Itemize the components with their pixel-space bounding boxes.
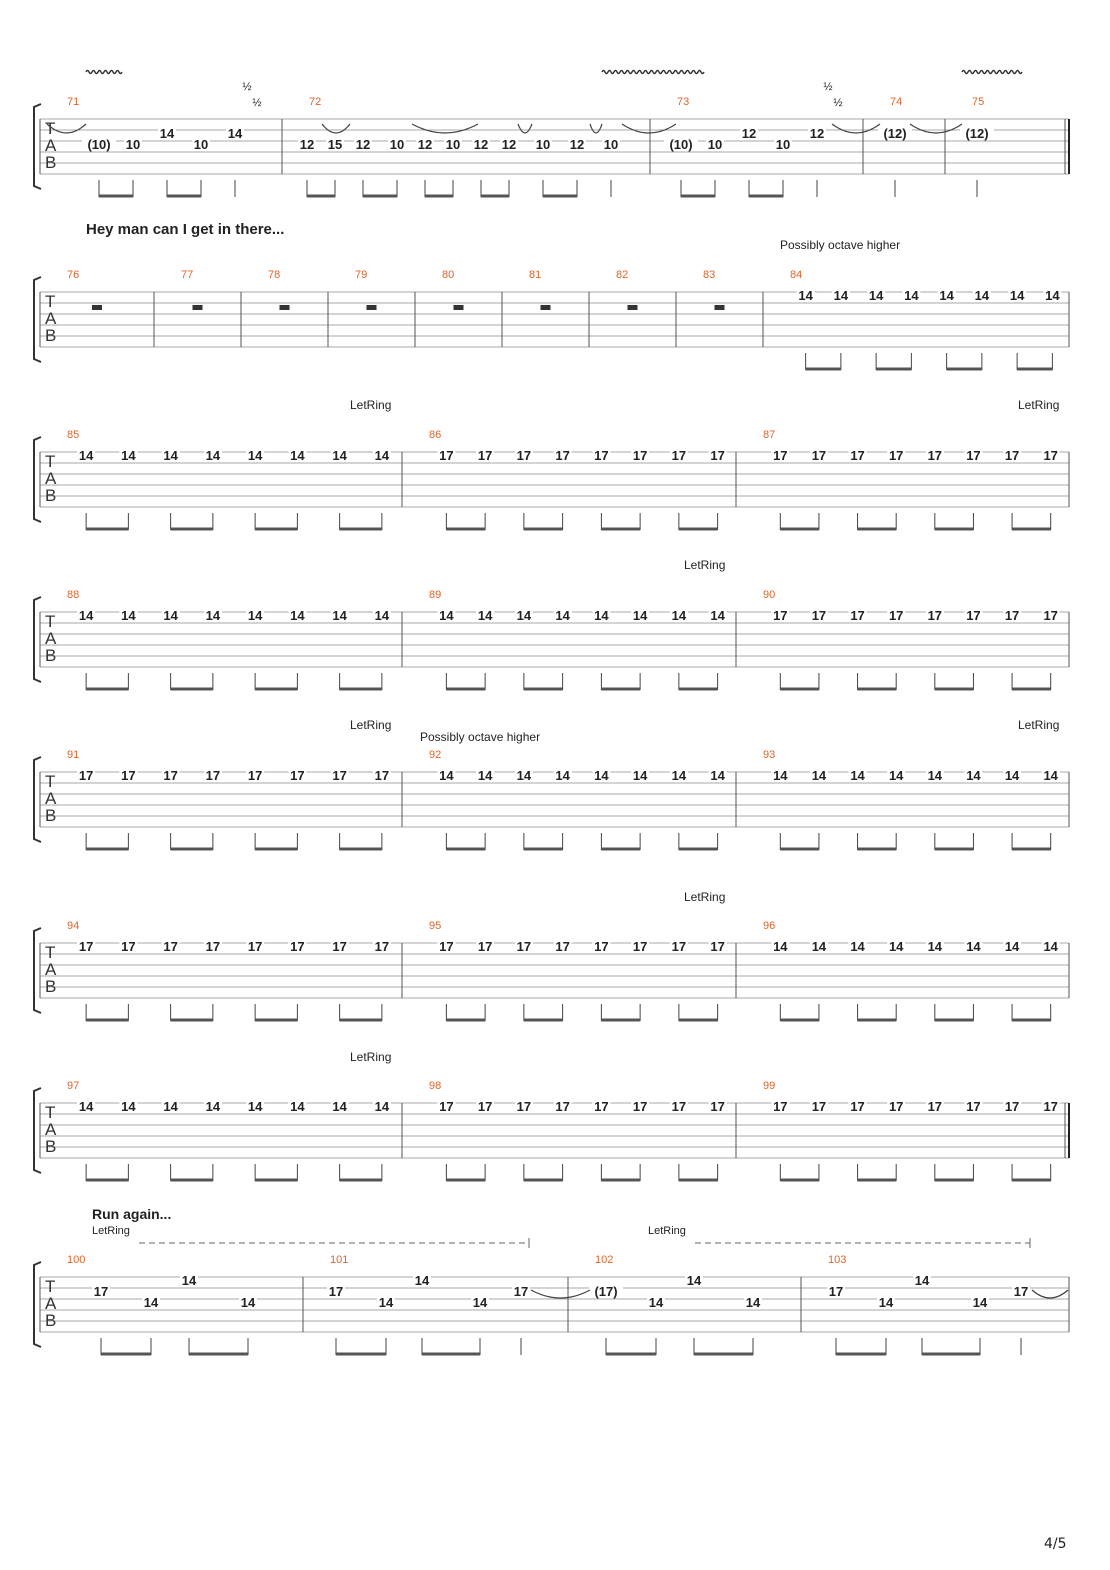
- fret-number: 17: [710, 1099, 725, 1114]
- fret-number: 14: [710, 608, 725, 623]
- bend-label: ½: [252, 97, 262, 109]
- fret-number: 17: [1004, 1099, 1020, 1114]
- fret-number: 14: [205, 1099, 221, 1114]
- fret-number: 14: [439, 608, 454, 623]
- fret-number: 17: [1043, 608, 1058, 623]
- measure-number: 86: [429, 429, 442, 441]
- fret-number: 14: [671, 608, 687, 623]
- measure-number: 99: [763, 1080, 776, 1092]
- tab-clef-letter: B: [45, 977, 57, 996]
- measure-number: 92: [429, 749, 442, 761]
- rest: [367, 305, 377, 310]
- fret-number: 17: [773, 448, 788, 463]
- fret-number: 17: [927, 1099, 943, 1114]
- fret-number: 14: [888, 939, 904, 954]
- vibrato-mark: [962, 71, 1022, 74]
- fret-number: 14: [811, 939, 827, 954]
- let-ring-label: LetRing: [350, 398, 392, 412]
- fret-number: (17): [594, 1284, 618, 1299]
- fret-number: 14: [240, 1295, 256, 1310]
- fret-number: 12: [355, 137, 371, 152]
- fret-number: 14: [159, 126, 175, 141]
- fret-number: 14: [927, 768, 943, 783]
- fret-number: 14: [78, 1099, 94, 1114]
- measure-number: 90: [763, 589, 776, 601]
- page-number: 4/5: [1044, 1536, 1067, 1552]
- fret-number: 14: [378, 1295, 394, 1310]
- fret-number: 14: [927, 939, 943, 954]
- fret-number: 14: [878, 1295, 894, 1310]
- fret-number: 17: [927, 448, 943, 463]
- tab-clef-letter: T: [45, 1103, 56, 1122]
- fret-number: 17: [710, 448, 725, 463]
- measure-number: 93: [763, 749, 776, 761]
- let-ring-label: LetRing: [1018, 398, 1060, 412]
- tab-clef-letter: A: [45, 1294, 57, 1313]
- fret-number: 17: [555, 939, 570, 954]
- fret-number: 17: [850, 448, 865, 463]
- measure-number: 80: [442, 269, 455, 281]
- slur: [832, 124, 880, 133]
- rest: [715, 305, 725, 310]
- fret-number: 17: [927, 608, 943, 623]
- bend-label: ½: [242, 81, 252, 93]
- fret-number: 14: [773, 768, 788, 783]
- fret-number: 12: [501, 137, 517, 152]
- fret-number: 14: [974, 288, 990, 303]
- measure-number: 74: [890, 96, 903, 108]
- fret-number: 17: [966, 448, 981, 463]
- tab-clef-letter: A: [45, 1120, 57, 1139]
- measure-number: 82: [616, 269, 629, 281]
- fret-number: 12: [741, 126, 757, 141]
- fret-number: 17: [773, 1099, 788, 1114]
- annotation-text: Run again...: [92, 1206, 172, 1222]
- fret-number: 10: [535, 137, 551, 152]
- measure-number: 73: [677, 96, 690, 108]
- fret-number: 17: [1013, 1284, 1029, 1299]
- measure-number: 79: [355, 269, 368, 281]
- fret-number: 17: [671, 939, 687, 954]
- fret-number: 14: [332, 608, 347, 623]
- fret-number: 17: [332, 768, 347, 783]
- rest: [92, 305, 102, 310]
- measure-number: 100: [67, 1254, 86, 1266]
- fret-number: 14: [939, 288, 954, 303]
- fret-number: 15: [327, 137, 343, 152]
- fret-number: 14: [555, 768, 570, 783]
- fret-number: 14: [798, 288, 813, 303]
- fret-number: 14: [290, 608, 305, 623]
- fret-number: 17: [93, 1284, 109, 1299]
- measure-number: 94: [67, 920, 80, 932]
- fret-number: 17: [290, 768, 305, 783]
- fret-number: 17: [811, 448, 827, 463]
- tab-clef-letter: T: [45, 452, 56, 471]
- tab-clef-letter: A: [45, 789, 57, 808]
- fret-number: 17: [888, 1099, 904, 1114]
- fret-number: 14: [121, 448, 136, 463]
- tab-system: [34, 1050, 1069, 1181]
- fret-number: 14: [477, 608, 493, 623]
- fret-number: 17: [516, 939, 532, 954]
- let-ring-label: LetRing: [1018, 718, 1060, 732]
- fret-number: 17: [710, 939, 725, 954]
- fret-number: 14: [1004, 768, 1020, 783]
- fret-number: 14: [1004, 939, 1020, 954]
- fret-number: 14: [374, 448, 390, 463]
- fret-number: 17: [516, 1099, 532, 1114]
- fret-number: 14: [1045, 288, 1060, 303]
- fret-number: 14: [671, 768, 687, 783]
- bend-label: ½: [833, 97, 843, 109]
- vibrato-mark: [86, 71, 122, 74]
- fret-number: 17: [555, 448, 570, 463]
- fret-number: 17: [513, 1284, 529, 1299]
- fret-number: 17: [78, 939, 94, 954]
- fret-number: 17: [439, 939, 454, 954]
- fret-number: 17: [632, 448, 648, 463]
- fret-number: 17: [374, 768, 390, 783]
- let-ring-label: LetRing: [684, 890, 726, 904]
- fret-number: 17: [1043, 448, 1058, 463]
- annotation-text: Hey man can I get in there...: [86, 221, 285, 238]
- measure-number: 89: [429, 589, 442, 601]
- measure-number: 75: [972, 96, 985, 108]
- fret-number: 17: [811, 608, 827, 623]
- tab-clef-letter: B: [45, 646, 57, 665]
- tab-clef-letter: A: [45, 629, 57, 648]
- fret-number: 14: [78, 448, 94, 463]
- fret-number: 14: [121, 1099, 136, 1114]
- fret-number: 14: [745, 1295, 761, 1310]
- measure-number: 98: [429, 1080, 442, 1092]
- measure-number: 83: [703, 269, 716, 281]
- fret-number: 14: [332, 448, 347, 463]
- rest: [193, 305, 203, 310]
- fret-number: 14: [972, 1295, 988, 1310]
- fret-number: (10): [87, 137, 111, 152]
- fret-number: 17: [290, 939, 305, 954]
- fret-number: 14: [247, 1099, 263, 1114]
- fret-number: (10): [669, 137, 693, 152]
- fret-number: 17: [555, 1099, 570, 1114]
- fret-number: 14: [1043, 939, 1058, 954]
- tie: [1032, 1290, 1068, 1298]
- fret-number: 17: [888, 608, 904, 623]
- tab-clef-letter: B: [45, 806, 57, 825]
- fret-number: 14: [850, 768, 865, 783]
- fret-number: 17: [477, 448, 493, 463]
- tab-system: [34, 890, 1069, 1021]
- fret-number: 17: [1004, 608, 1020, 623]
- tab-system: [34, 398, 1069, 530]
- fret-number: 14: [227, 126, 243, 141]
- measure-number: 71: [67, 96, 80, 108]
- measure-number: 72: [309, 96, 322, 108]
- fret-number: 17: [850, 608, 865, 623]
- measure-number: 85: [67, 429, 80, 441]
- fret-number: 14: [904, 288, 919, 303]
- fret-number: 17: [328, 1284, 344, 1299]
- fret-number: 10: [775, 137, 791, 152]
- tab-clef-letter: B: [45, 1311, 57, 1330]
- vibrato-mark: [602, 71, 704, 74]
- fret-number: 17: [632, 939, 648, 954]
- fret-number: 14: [78, 608, 94, 623]
- fret-number: 14: [966, 768, 981, 783]
- fret-number: 14: [332, 1099, 347, 1114]
- tab-clef-letter: T: [45, 119, 56, 138]
- fret-number: 17: [477, 939, 493, 954]
- fret-number: 14: [516, 608, 532, 623]
- fret-number: 14: [594, 608, 609, 623]
- fret-number: 17: [247, 768, 263, 783]
- fret-number: 14: [686, 1273, 702, 1288]
- fret-number: 14: [710, 768, 725, 783]
- fret-number: 17: [121, 939, 136, 954]
- fret-number: 17: [247, 939, 263, 954]
- tab-clef-letter: T: [45, 772, 56, 791]
- fret-number: 14: [555, 608, 570, 623]
- fret-number: 14: [472, 1295, 488, 1310]
- tab-clef-letter: B: [45, 1137, 57, 1156]
- fret-number: 17: [332, 939, 347, 954]
- measure-number: 84: [790, 269, 803, 281]
- tab-system: [34, 718, 1069, 850]
- fret-number: 12: [299, 137, 315, 152]
- fret-number: 17: [966, 608, 981, 623]
- measure-number: 88: [67, 589, 80, 601]
- fret-number: 14: [888, 768, 904, 783]
- fret-number: 14: [290, 1099, 305, 1114]
- tab-clef-letter: T: [45, 1277, 56, 1296]
- measure-number: 95: [429, 920, 442, 932]
- fret-number: 14: [205, 448, 221, 463]
- measure-number: 77: [181, 269, 194, 281]
- tab-clef-letter: B: [45, 486, 57, 505]
- fret-number: 14: [966, 939, 981, 954]
- fret-number: 14: [247, 448, 263, 463]
- tab-clef-letter: T: [45, 943, 56, 962]
- fret-number: 12: [569, 137, 585, 152]
- measure-number: 81: [529, 269, 542, 281]
- measure-number: 102: [595, 1254, 614, 1266]
- fret-number: 14: [914, 1273, 930, 1288]
- slur: [910, 124, 962, 133]
- tab-clef-letter: A: [45, 469, 57, 488]
- fret-number: 17: [439, 448, 454, 463]
- fret-number: 12: [809, 126, 825, 141]
- tab-clef-letter: T: [45, 612, 56, 631]
- fret-number: 17: [811, 1099, 827, 1114]
- fret-number: 12: [473, 137, 489, 152]
- let-ring-label: LetRing: [350, 718, 392, 732]
- fret-number: 10: [707, 137, 723, 152]
- fret-number: 17: [1004, 448, 1020, 463]
- measure-number: 103: [828, 1254, 847, 1266]
- fret-number: (12): [883, 126, 907, 141]
- tab-system: [34, 1206, 1069, 1355]
- rest: [454, 305, 464, 310]
- fret-number: 17: [516, 448, 532, 463]
- fret-number: 14: [833, 288, 849, 303]
- slur: [518, 124, 532, 133]
- slur: [412, 124, 478, 133]
- fret-number: 14: [374, 1099, 390, 1114]
- measure-number: 97: [67, 1080, 80, 1092]
- fret-number: 17: [374, 939, 390, 954]
- tab-system: [34, 96, 1069, 197]
- fret-number: 17: [205, 939, 221, 954]
- rest: [280, 305, 290, 310]
- tab-clef-letter: A: [45, 960, 57, 979]
- fret-number: 17: [671, 1099, 687, 1114]
- annotation-text: Possibly octave higher: [780, 238, 901, 252]
- fret-number: 17: [163, 939, 178, 954]
- measure-number: 96: [763, 920, 776, 932]
- rest: [541, 305, 551, 310]
- measure-number: 101: [330, 1254, 349, 1266]
- tab-clef-letter: B: [45, 153, 57, 172]
- fret-number: 10: [193, 137, 209, 152]
- fret-number: 14: [850, 939, 865, 954]
- let-ring-label: LetRing: [684, 558, 726, 572]
- fret-number: 17: [121, 768, 136, 783]
- slur: [322, 124, 350, 133]
- fret-number: 14: [477, 768, 493, 783]
- fret-number: 14: [290, 448, 305, 463]
- fret-number: 14: [163, 608, 178, 623]
- fret-number: 17: [773, 608, 788, 623]
- fret-number: 17: [205, 768, 221, 783]
- let-ring-label: LetRing: [648, 1225, 686, 1237]
- fret-number: 17: [632, 1099, 648, 1114]
- fret-number: 14: [414, 1273, 430, 1288]
- fret-number: 17: [828, 1284, 844, 1299]
- fret-number: 17: [78, 768, 94, 783]
- tab-clef-letter: B: [45, 326, 57, 345]
- tie: [531, 1290, 590, 1298]
- fret-number: 12: [417, 137, 433, 152]
- slur: [622, 124, 676, 133]
- fret-number: 10: [603, 137, 619, 152]
- fret-number: 14: [163, 1099, 178, 1114]
- fret-number: 17: [966, 1099, 981, 1114]
- fret-number: 10: [125, 137, 141, 152]
- fret-number: 14: [205, 608, 221, 623]
- rest: [628, 305, 638, 310]
- fret-number: 14: [811, 768, 827, 783]
- fret-number: 17: [594, 1099, 609, 1114]
- bend-label: ½: [823, 81, 833, 93]
- fret-number: 14: [1009, 288, 1025, 303]
- measure-number: 78: [268, 269, 281, 281]
- fret-number: 17: [850, 1099, 865, 1114]
- fret-number: 14: [374, 608, 390, 623]
- fret-number: 14: [632, 608, 648, 623]
- fret-number: 10: [445, 137, 461, 152]
- tab-clef-letter: A: [45, 309, 57, 328]
- let-ring-label: LetRing: [350, 1050, 392, 1064]
- measure-number: 87: [763, 429, 776, 441]
- slur: [590, 124, 602, 133]
- fret-number: 14: [648, 1295, 664, 1310]
- fret-number: 14: [594, 768, 609, 783]
- fret-number: 14: [773, 939, 788, 954]
- fret-number: 14: [868, 288, 884, 303]
- tab-clef-letter: A: [45, 136, 57, 155]
- fret-number: 10: [389, 137, 405, 152]
- tab-system: [34, 221, 1069, 370]
- fret-number: 17: [439, 1099, 454, 1114]
- fret-number: 14: [247, 608, 263, 623]
- fret-number: 14: [181, 1273, 197, 1288]
- tab-clef-letter: T: [45, 292, 56, 311]
- fret-number: 17: [594, 448, 609, 463]
- fret-number: 14: [632, 768, 648, 783]
- fret-number: 14: [143, 1295, 159, 1310]
- tab-system: [34, 558, 1069, 690]
- measure-number: 76: [67, 269, 80, 281]
- fret-number: 14: [121, 608, 136, 623]
- fret-number: 17: [1043, 1099, 1058, 1114]
- fret-number: 17: [594, 939, 609, 954]
- fret-number: 17: [888, 448, 904, 463]
- fret-number: 17: [163, 768, 178, 783]
- fret-number: 17: [671, 448, 687, 463]
- measure-number: 91: [67, 749, 80, 761]
- fret-number: 14: [163, 448, 178, 463]
- annotation-text: Possibly octave higher: [420, 730, 541, 744]
- fret-number: 17: [477, 1099, 493, 1114]
- let-ring-label: LetRing: [92, 1225, 130, 1237]
- fret-number: 14: [516, 768, 532, 783]
- fret-number: 14: [439, 768, 454, 783]
- fret-number: 14: [1043, 768, 1058, 783]
- fret-number: (12): [965, 126, 989, 141]
